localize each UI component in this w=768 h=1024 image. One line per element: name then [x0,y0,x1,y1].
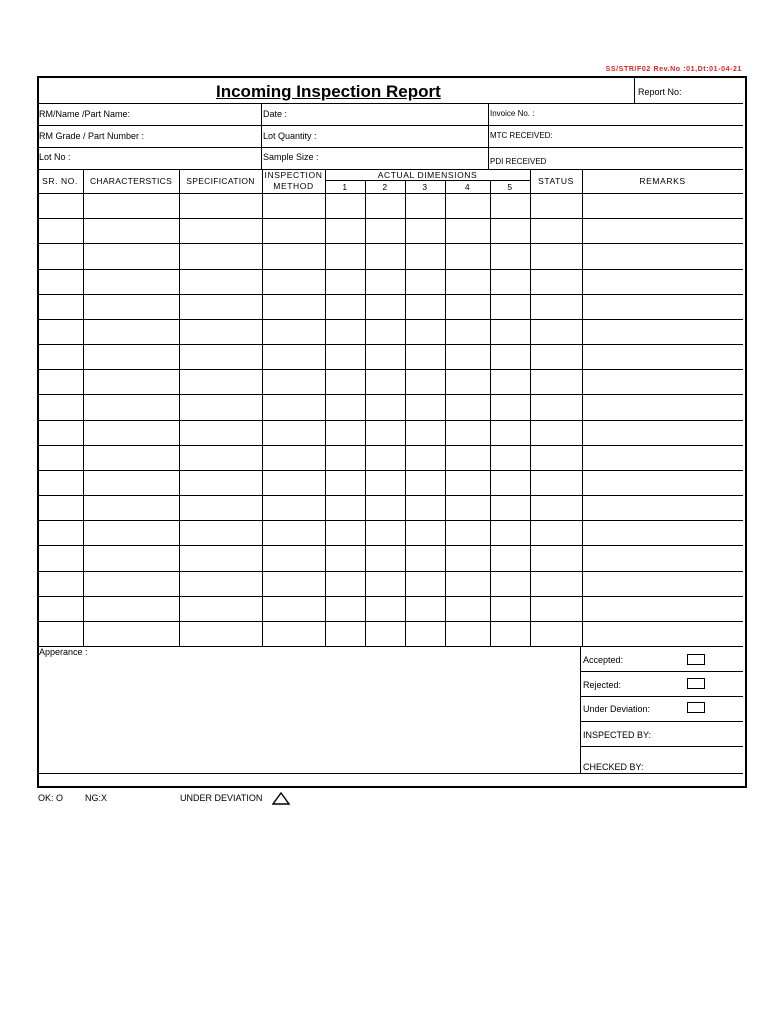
table-row-line [37,344,743,345]
col-header-sr-no: SR. NO. [42,176,78,186]
legend-ng: NG:X [85,793,108,803]
table-row-line [37,394,743,395]
accepted-label: Accepted: [583,655,624,665]
under-deviation-checkbox[interactable] [687,702,705,713]
col-header-inspection-line2: METHOD [273,181,314,191]
rejected-label: Rejected: [583,680,622,690]
under-deviation-label: Under Deviation: [583,704,651,714]
divider [580,646,581,774]
col-header-dim-5: 5 [507,182,513,192]
table-column-line [530,169,531,646]
table-column-line [490,180,491,646]
divider [37,147,743,148]
divider [634,78,635,103]
report-no-label: Report No: [638,87,682,97]
col-header-dim-1: 1 [342,182,348,192]
table-column-line [582,169,583,646]
pdi-received-field[interactable]: PDI RECEIVED [490,157,547,166]
col-header-inspection-line1: INSPECTION [264,170,323,180]
divider [580,696,743,697]
table-row-line [37,445,743,446]
col-header-actual-dimensions: ACTUAL DIMENSIONS [377,170,478,180]
divider [37,103,743,104]
divider [580,671,743,672]
col-header-status: STATUS [538,176,574,186]
divider [37,773,743,774]
table-row-line [37,269,743,270]
sample-size-field[interactable]: Sample Size : [263,152,319,162]
table-row-line [37,319,743,320]
table-row-line [37,646,743,647]
table-row-line [37,243,743,244]
accepted-checkbox[interactable] [687,654,705,665]
col-header-dim-3: 3 [422,182,428,192]
document-code: SS/STR/F02 Rev.No :01,Dt:01-04-21 [605,66,742,73]
divider [37,125,743,126]
divider [488,103,489,169]
legend-ok: OK: O [38,793,64,803]
col-header-specification: SPECIFICATION [186,176,255,186]
table-row-line [37,571,743,572]
table-column-line [325,169,326,646]
divider [261,103,262,169]
table-column-line [445,180,446,646]
legend-under-deviation: UNDER DEVIATION [180,793,263,803]
table-row-line [37,596,743,597]
invoice-field[interactable]: Invoice No. : [490,109,535,118]
table-column-line [365,180,366,646]
table-column-line [262,169,263,646]
table-row-line [37,520,743,521]
table-row-line [37,420,743,421]
rejected-checkbox[interactable] [687,678,705,689]
table-row-line [37,369,743,370]
divider [325,180,530,181]
divider [580,721,743,722]
table-row-line [37,218,743,219]
divider [580,746,743,747]
table-row-line [37,294,743,295]
table-row-line [37,545,743,546]
table-header-line [37,193,743,194]
date-field[interactable]: Date : [263,109,288,119]
table-column-line [405,180,406,646]
col-header-remarks: REMARKS [639,176,686,186]
triangle-icon [272,792,290,805]
lot-no-field[interactable]: Lot No : [39,152,71,162]
col-header-dim-2: 2 [382,182,388,192]
table-row-line [37,621,743,622]
report-title: Incoming Inspection Report [216,82,441,101]
mtc-received-field[interactable]: MTC RECEIVED: [490,131,553,140]
rm-grade-field[interactable]: RM Grade / Part Number : [39,131,145,141]
table-row-line [37,470,743,471]
lot-quantity-field[interactable]: Lot Quantity : [263,131,317,141]
table-row-line [37,495,743,496]
table-column-line [179,169,180,646]
col-header-characteristics: CHARACTERSTICS [89,176,173,186]
col-header-dim-4: 4 [464,182,471,192]
rm-name-field[interactable]: RM/Name /Part Name: [39,109,131,119]
inspected-by-field[interactable]: INSPECTED BY: [583,730,652,740]
table-column-line [83,169,84,646]
appearance-label: Apperance : [39,647,88,657]
checked-by-field[interactable]: CHECKED BY: [583,762,644,772]
